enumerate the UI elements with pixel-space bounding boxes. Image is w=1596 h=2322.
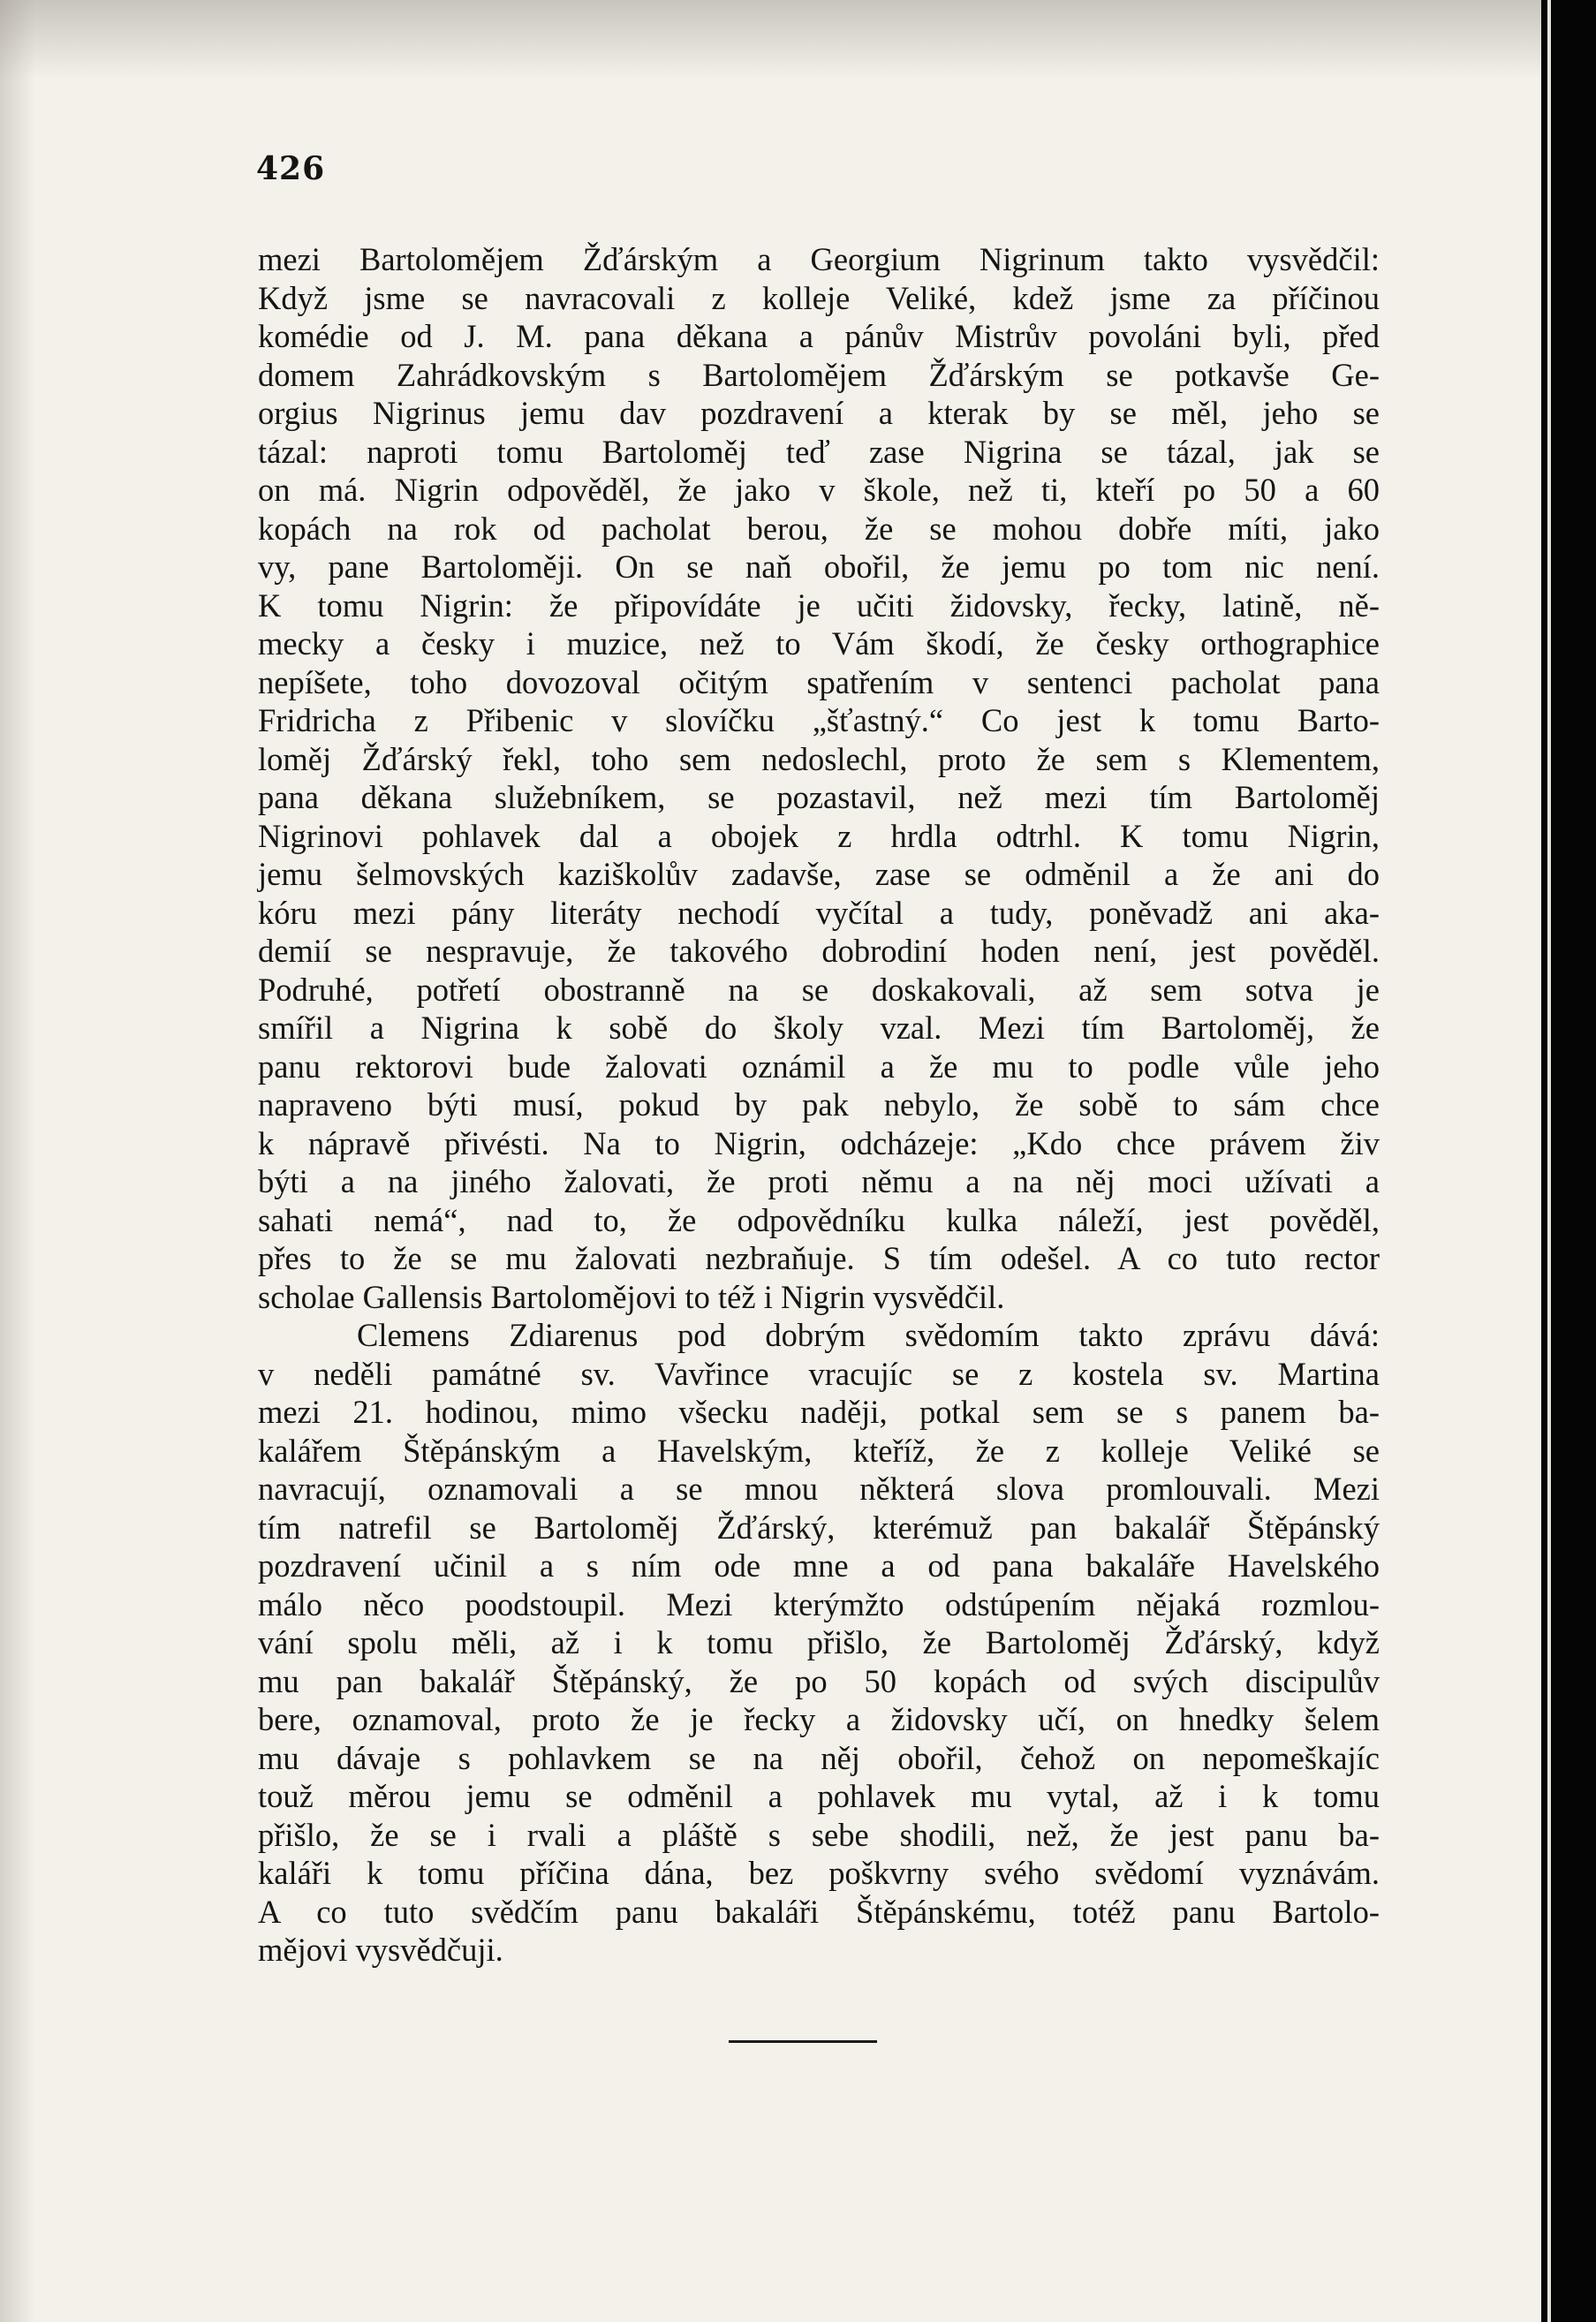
text-line: jemu šelmovských kaziškolův zadavše, zase se odměnil a že ani do xyxy=(258,856,1380,892)
text-line: Podruhé, potřetí obostranně na se doskakovali, až sem sotva je xyxy=(258,971,1380,1008)
text-line: mějovi vysvědčuji. xyxy=(258,1932,503,1968)
text-line: Když jsme se navracovali z kolleje Veliké, kdež jsme za příčinou xyxy=(258,279,1380,316)
text-line: k nápravě přivésti. Na to Nigrin, odcházeje: „Kdo chce právem živ xyxy=(258,1124,1380,1161)
text-line: nepíšete, toho dovozoval očitým spatřením v sentenci pacholat pana xyxy=(258,663,1380,700)
text-line: mezi Bartolomějem Žďárským a Georgium Nigrinum takto vysvědčil: xyxy=(258,241,1380,277)
text-line: panu rektorovi bude žalovati oznámil a že mu to podle vůle jeho xyxy=(258,1048,1380,1085)
text-line: bere, oznamoval, proto že je řecky a židovsky učí, on hnedky šelem xyxy=(258,1701,1380,1737)
text-line: mu pan bakalář Štěpánský, že po 50 kopách od svých discipulův xyxy=(258,1662,1380,1699)
text-line: navracují, oznamovali a se mnou některá slova promlouvali. Mezi xyxy=(258,1471,1380,1507)
text-line: kalářem Štěpánským a Havelským, kteříž, že z kolleje Veliké se xyxy=(258,1432,1380,1469)
section-end-rule xyxy=(729,2040,877,2043)
text-line: býti a na jiného žalovati, že proti němu a na něj moci užívati a xyxy=(258,1163,1380,1199)
text-line: on má. Nigrin odpověděl, že jako v škole, než ti, kteří po 50 a 60 xyxy=(258,472,1380,508)
scan-border-line xyxy=(1547,0,1551,2322)
text-line: pozdravení učinil a s ním ode mne a od pana bakaláře Havelského xyxy=(258,1547,1380,1584)
text-line: Nigrinovi pohlavek dal a obojek z hrdla odtrhl. K tomu Nigrin, xyxy=(258,817,1380,854)
text-line: málo něco poodstoupil. Mezi kterýmžto odstúpením nějaká rozmlou- xyxy=(258,1585,1380,1622)
scan-shadow-top xyxy=(0,0,1541,79)
text-line: Clemens Zdiarenus pod dobrým svědomím takto zprávu dává: xyxy=(357,1317,1380,1353)
text-line: A co tuto svědčím panu bakaláři Štěpánskému, totéž panu Bartolo- xyxy=(258,1893,1380,1930)
text-line: tím natrefil se Bartoloměj Žďárský, kterémuž pan bakalář Štěpánský xyxy=(258,1509,1380,1546)
text-line: kóru mezi pány literáty nechodí vyčítal a tudy, poněvadž ani aka- xyxy=(258,894,1380,931)
text-line: v neděli památné sv. Vavřince vracujíc se z kostela sv. Martina xyxy=(258,1355,1380,1392)
text-line: mu dávaje s pohlavkem se na něj obořil, čehož on nepomeškajíc xyxy=(258,1739,1380,1776)
text-line: kaláři k tomu příčina dána, bez poškvrny svého svědomí vyznávám. xyxy=(258,1855,1380,1891)
text-line: kopách na rok od pacholat berou, že se mohou dobře míti, jako xyxy=(258,510,1380,547)
text-line: scholae Gallensis Bartolomějovi to též i Nigrin vysvědčil. xyxy=(258,1278,1005,1315)
text-line: napraveno býti musí, pokud by pak nebylo, že sobě to sám chce xyxy=(258,1086,1380,1123)
text-line: přišlo, že se i rvali a pláště s sebe shodili, než, že jest panu ba- xyxy=(258,1816,1380,1853)
text-line: smířil a Nigrina k sobě do školy vzal. Mezi tím Bartoloměj, že xyxy=(258,1010,1380,1046)
text-line: vy, pane Bartoloměji. On se naň obořil, že jemu po tom nic není. xyxy=(258,548,1380,585)
text-line: pana děkana služebníkem, se pozastavil, než mezi tím Bartoloměj xyxy=(258,779,1380,815)
text-line: loměj Žďárský řekl, toho sem nedoslechl, proto že sem s Klementem, xyxy=(258,740,1380,777)
text-line: mezi 21. hodinou, mimo všecku naději, potkal sem se s panem ba- xyxy=(258,1394,1380,1430)
text-line: Fridricha z Přibenic v slovíčku „šťastný.“ Co jest k tomu Barto- xyxy=(258,702,1380,738)
text-line: tázal: naproti tomu Bartoloměj teď zase Nigrina se tázal, jak se xyxy=(258,433,1380,470)
text-line: přes to že se mu žalovati nezbraňuje. S tím odešel. A co tuto rector xyxy=(258,1240,1380,1276)
text-line: demií se nespravuje, že takového dobrodiní hoden není, jest pověděl. xyxy=(258,933,1380,969)
text-line: komédie od J. M. pana děkana a pánův Mistrův povoláni byli, před xyxy=(258,318,1380,354)
page-number: 426 xyxy=(256,150,326,187)
scan-shadow-left xyxy=(0,0,35,2322)
text-line: vání spolu měli, až i k tomu přišlo, že Bartoloměj Žďárský, když xyxy=(258,1624,1380,1660)
body-text xyxy=(258,240,1380,1970)
text-line: touž měrou jemu se odměnil a pohlavek mu vytal, až i k tomu xyxy=(258,1778,1380,1814)
text-line: domem Zahrádkovským s Bartolomějem Žďárským se potkavše Ge- xyxy=(258,356,1380,393)
text-line: mecky a česky i muzice, než to Vám škodí, že česky orthographice xyxy=(258,625,1380,662)
text-line: sahati nemá“, nad to, že odpovědníku kulka náleží, jest pověděl, xyxy=(258,1201,1380,1238)
text-line: K tomu Nigrin: že připovídáte je učiti židovsky, řecky, latině, ně- xyxy=(258,586,1380,624)
text-line: orgius Nigrinus jemu dav pozdravení a kterak by se měl, jeho se xyxy=(258,395,1380,431)
